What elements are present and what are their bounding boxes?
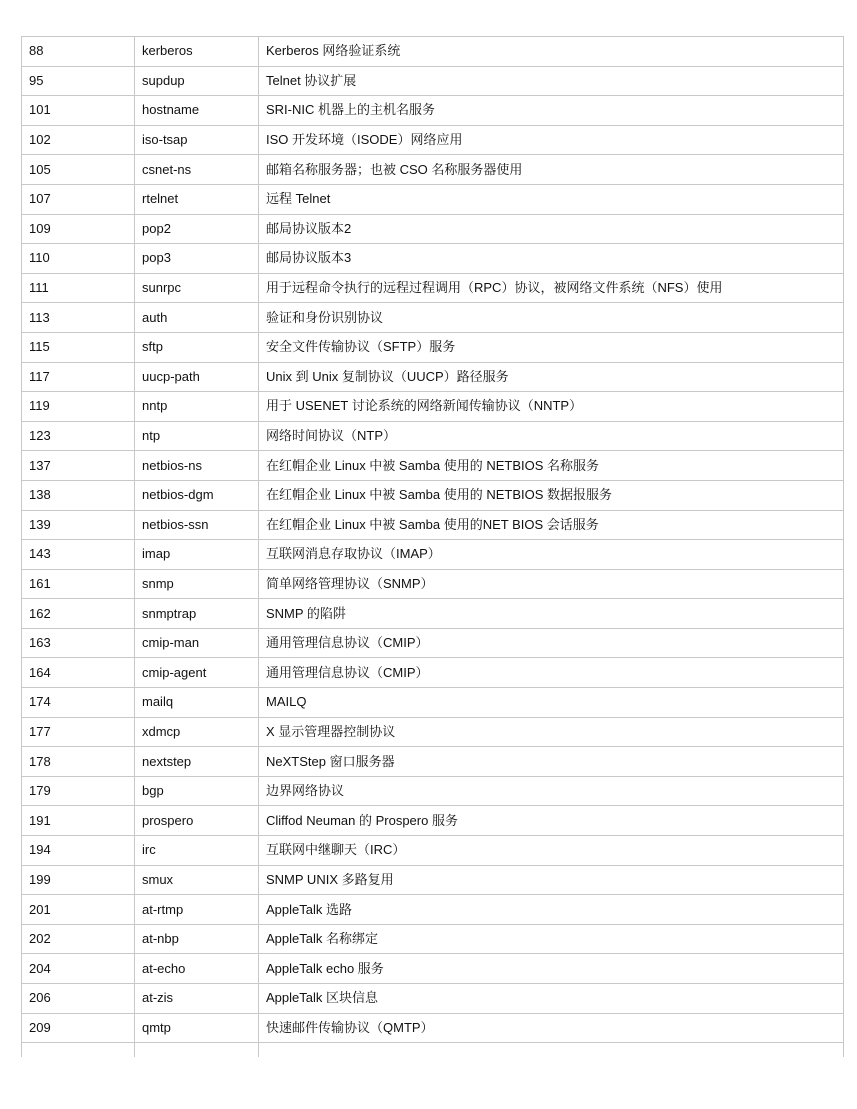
table-row xyxy=(22,125,844,155)
description-cell: 互联网消息存取协议（IMAP） xyxy=(259,540,844,570)
port-cell: 137 xyxy=(22,451,135,481)
port-cell: 174 xyxy=(22,688,135,718)
port-cell: 139 xyxy=(22,510,135,540)
port-cell: 115 xyxy=(22,332,135,362)
description-cell: Kerberos 网络验证系统 xyxy=(259,37,844,67)
service-name-cell: at-nbp xyxy=(135,924,259,954)
description-cell: 通用管理信息协议（CMIP） xyxy=(259,658,844,688)
description-cell: 用于 USENET 讨论系统的网络新闻传输协议（NNTP） xyxy=(259,392,844,422)
table-row xyxy=(22,244,844,274)
service-name-cell: qmtp xyxy=(135,1013,259,1043)
table-row xyxy=(22,658,844,688)
table-row xyxy=(22,184,844,214)
port-cell: 143 xyxy=(22,540,135,570)
service-name-cell: nntp xyxy=(135,392,259,422)
description-cell: SNMP UNIX 多路复用 xyxy=(259,865,844,895)
description-cell: 邮箱名称服务器；也被 CSO 名称服务器使用 xyxy=(259,155,844,185)
service-name-cell: netbios-ssn xyxy=(135,510,259,540)
description-cell: 在红帽企业 Linux 中被 Samba 使用的 NETBIOS 名称服务 xyxy=(259,451,844,481)
port-cell: 179 xyxy=(22,776,135,806)
service-name-cell: at-echo xyxy=(135,954,259,984)
table-row xyxy=(22,273,844,303)
service-name-cell: irc xyxy=(135,836,259,866)
service-name-cell: rtelnet xyxy=(135,184,259,214)
description-cell: AppleTalk 区块信息 xyxy=(259,984,844,1014)
port-cell: 101 xyxy=(22,96,135,126)
port-cell: 161 xyxy=(22,569,135,599)
table-row xyxy=(22,569,844,599)
service-name-cell: pop3 xyxy=(135,244,259,274)
table-row xyxy=(22,984,844,1014)
port-cell: 102 xyxy=(22,125,135,155)
table-body xyxy=(22,37,844,1043)
service-name-cell: ntp xyxy=(135,421,259,451)
description-cell: AppleTalk 名称绑定 xyxy=(259,924,844,954)
table-row xyxy=(22,303,844,333)
description-cell: 邮局协议版本3 xyxy=(259,244,844,274)
port-cell: 111 xyxy=(22,273,135,303)
table-row xyxy=(22,599,844,629)
description-cell: AppleTalk 选路 xyxy=(259,895,844,925)
description-cell: 在红帽企业 Linux 中被 Samba 使用的NET BIOS 会话服务 xyxy=(259,510,844,540)
port-cell: 178 xyxy=(22,747,135,777)
description-cell: ISO 开发环境（ISODE）网络应用 xyxy=(259,125,844,155)
service-name-cell: bgp xyxy=(135,776,259,806)
table-row xyxy=(22,510,844,540)
description-cell: Cliffod Neuman 的 Prospero 服务 xyxy=(259,806,844,836)
port-cell: 163 xyxy=(22,628,135,658)
port-cell: 113 xyxy=(22,303,135,333)
port-cell: 177 xyxy=(22,717,135,747)
service-name-cell: netbios-dgm xyxy=(135,480,259,510)
service-name-cell: prospero xyxy=(135,806,259,836)
service-name-cell: iso-tsap xyxy=(135,125,259,155)
port-cell: 119 xyxy=(22,392,135,422)
table-row xyxy=(22,1013,844,1043)
service-name-cell: snmp xyxy=(135,569,259,599)
service-name-cell: at-zis xyxy=(135,984,259,1014)
service-name-cell: auth xyxy=(135,303,259,333)
service-name-cell: hostname xyxy=(135,96,259,126)
service-name-cell: kerberos xyxy=(135,37,259,67)
description-cell: 邮局协议版本2 xyxy=(259,214,844,244)
service-name-cell: cmip-agent xyxy=(135,658,259,688)
description-cell: 简单网络管理协议（SNMP） xyxy=(259,569,844,599)
description-cell: SRI-NIC 机器上的主机名服务 xyxy=(259,96,844,126)
description-cell: Telnet 协议扩展 xyxy=(259,66,844,96)
table-row xyxy=(22,865,844,895)
description-cell: AppleTalk echo 服务 xyxy=(259,954,844,984)
service-name-cell: xdmcp xyxy=(135,717,259,747)
port-cell: 138 xyxy=(22,480,135,510)
table-row xyxy=(22,717,844,747)
table-row xyxy=(22,480,844,510)
table-row xyxy=(22,747,844,777)
description-cell: 网络时间协议（NTP） xyxy=(259,421,844,451)
port-cell: 117 xyxy=(22,362,135,392)
table-row xyxy=(22,392,844,422)
table-row xyxy=(22,66,844,96)
service-name-cell xyxy=(135,1043,259,1058)
table-row xyxy=(22,688,844,718)
service-name-cell: at-rtmp xyxy=(135,895,259,925)
table-row xyxy=(22,332,844,362)
description-cell: 验证和身份识别协议 xyxy=(259,303,844,333)
port-cell: 199 xyxy=(22,865,135,895)
service-name-cell: mailq xyxy=(135,688,259,718)
service-name-cell: netbios-ns xyxy=(135,451,259,481)
port-cell: 107 xyxy=(22,184,135,214)
port-cell xyxy=(22,1043,135,1058)
table-row xyxy=(22,214,844,244)
port-cell: 109 xyxy=(22,214,135,244)
port-cell: 194 xyxy=(22,836,135,866)
description-cell: 远程 Telnet xyxy=(259,184,844,214)
description-cell: 用于远程命令执行的远程过程调用（RPC）协议，被网络文件系统（NFS）使用 xyxy=(259,273,844,303)
service-name-cell: pop2 xyxy=(135,214,259,244)
table-row xyxy=(22,37,844,67)
description-cell: Unix 到 Unix 复制协议（UUCP）路径服务 xyxy=(259,362,844,392)
table-row xyxy=(22,954,844,984)
description-cell: X 显示管理器控制协议 xyxy=(259,717,844,747)
service-name-cell: supdup xyxy=(135,66,259,96)
service-name-cell: cmip-man xyxy=(135,628,259,658)
table-row xyxy=(22,96,844,126)
port-cell: 202 xyxy=(22,924,135,954)
description-cell: MAILQ xyxy=(259,688,844,718)
table-row xyxy=(22,628,844,658)
port-cell: 88 xyxy=(22,37,135,67)
description-cell: NeXTStep 窗口服务器 xyxy=(259,747,844,777)
table-row xyxy=(22,836,844,866)
service-name-cell: snmptrap xyxy=(135,599,259,629)
port-service-table xyxy=(21,36,844,1057)
port-cell: 209 xyxy=(22,1013,135,1043)
table-row xyxy=(22,895,844,925)
table-row xyxy=(22,924,844,954)
port-cell: 206 xyxy=(22,984,135,1014)
description-cell xyxy=(259,1043,844,1058)
port-cell: 191 xyxy=(22,806,135,836)
description-cell: 边界网络协议 xyxy=(259,776,844,806)
port-cell: 110 xyxy=(22,244,135,274)
service-name-cell: nextstep xyxy=(135,747,259,777)
port-cell: 105 xyxy=(22,155,135,185)
port-cell: 204 xyxy=(22,954,135,984)
table-row xyxy=(22,155,844,185)
port-cell: 201 xyxy=(22,895,135,925)
table-row xyxy=(22,540,844,570)
description-cell: 快速邮件传输协议（QMTP） xyxy=(259,1013,844,1043)
port-cell: 95 xyxy=(22,66,135,96)
table-row xyxy=(22,451,844,481)
table-row xyxy=(22,421,844,451)
table-row xyxy=(22,362,844,392)
table-row xyxy=(22,776,844,806)
service-name-cell: sftp xyxy=(135,332,259,362)
description-cell: 安全文件传输协议（SFTP）服务 xyxy=(259,332,844,362)
document-page xyxy=(21,36,843,1057)
description-cell: SNMP 的陷阱 xyxy=(259,599,844,629)
port-cell: 164 xyxy=(22,658,135,688)
description-cell: 互联网中继聊天（IRC） xyxy=(259,836,844,866)
service-name-cell: imap xyxy=(135,540,259,570)
service-name-cell: uucp-path xyxy=(135,362,259,392)
service-name-cell: smux xyxy=(135,865,259,895)
description-cell: 在红帽企业 Linux 中被 Samba 使用的 NETBIOS 数据报服务 xyxy=(259,480,844,510)
service-name-cell: sunrpc xyxy=(135,273,259,303)
description-cell: 通用管理信息协议（CMIP） xyxy=(259,628,844,658)
port-cell: 123 xyxy=(22,421,135,451)
table-row xyxy=(22,806,844,836)
port-cell: 162 xyxy=(22,599,135,629)
table-row-partial xyxy=(22,1043,844,1058)
service-name-cell: csnet-ns xyxy=(135,155,259,185)
